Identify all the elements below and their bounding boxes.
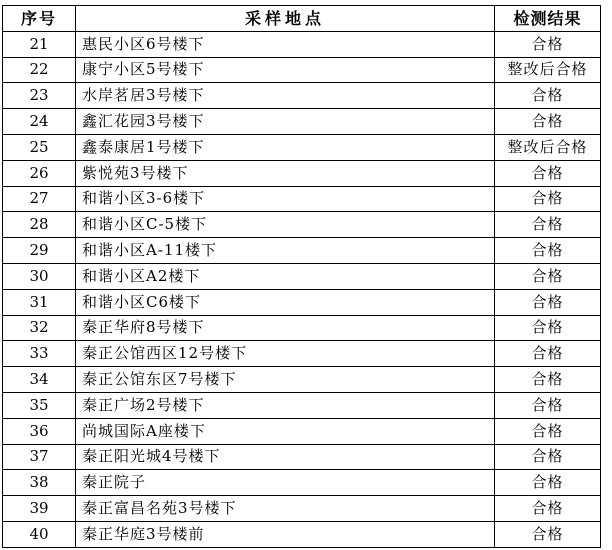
table-row <box>3 521 601 547</box>
sampling-results-table <box>2 5 601 548</box>
cell-sampling-location: 秦正阳光城4号楼下 <box>76 444 495 470</box>
cell-serial-number: 39 <box>3 496 76 522</box>
table-row <box>3 418 601 444</box>
cell-sampling-location: 惠民小区6号楼下 <box>76 31 495 57</box>
cell-sampling-location: 和谐小区A2楼下 <box>76 263 495 289</box>
cell-test-result: 合格 <box>495 212 601 238</box>
cell-sampling-location: 尚城国际A座楼下 <box>76 418 495 444</box>
cell-serial-number: 35 <box>3 392 76 418</box>
cell-serial-number: 36 <box>3 418 76 444</box>
table-row <box>3 289 601 315</box>
cell-serial-number: 40 <box>3 521 76 547</box>
cell-serial-number: 27 <box>3 186 76 212</box>
table-row <box>3 238 601 264</box>
table-row <box>3 31 601 57</box>
table-row <box>3 186 601 212</box>
cell-sampling-location: 和谐小区C6楼下 <box>76 289 495 315</box>
cell-sampling-location: 秦正富昌名苑3号楼下 <box>76 496 495 522</box>
header-test-result: 检测结果 <box>495 6 601 32</box>
cell-test-result: 合格 <box>495 392 601 418</box>
cell-test-result: 合格 <box>495 418 601 444</box>
table-row <box>3 367 601 393</box>
cell-test-result: 合格 <box>495 496 601 522</box>
cell-serial-number: 28 <box>3 212 76 238</box>
cell-test-result: 合格 <box>495 315 601 341</box>
cell-sampling-location: 秦正公馆东区7号楼下 <box>76 367 495 393</box>
cell-sampling-location: 秦正广场2号楼下 <box>76 392 495 418</box>
cell-test-result: 合格 <box>495 444 601 470</box>
cell-serial-number: 21 <box>3 31 76 57</box>
cell-serial-number: 29 <box>3 238 76 264</box>
table-row <box>3 444 601 470</box>
cell-test-result: 合格 <box>495 83 601 109</box>
cell-serial-number: 32 <box>3 315 76 341</box>
table-row <box>3 496 601 522</box>
cell-serial-number: 37 <box>3 444 76 470</box>
cell-test-result: 合格 <box>495 521 601 547</box>
cell-serial-number: 23 <box>3 83 76 109</box>
cell-sampling-location: 秦正公馆西区12号楼下 <box>76 341 495 367</box>
cell-serial-number: 34 <box>3 367 76 393</box>
cell-sampling-location: 和谐小区C-5楼下 <box>76 212 495 238</box>
table-body <box>3 31 601 547</box>
cell-sampling-location: 紫悦苑3号楼下 <box>76 160 495 186</box>
cell-sampling-location: 秦正院子 <box>76 470 495 496</box>
cell-serial-number: 25 <box>3 134 76 160</box>
cell-test-result: 合格 <box>495 238 601 264</box>
cell-test-result: 合格 <box>495 263 601 289</box>
table-row <box>3 109 601 135</box>
cell-test-result: 合格 <box>495 367 601 393</box>
table-header-row <box>3 6 601 32</box>
cell-sampling-location: 鑫泰康居1号楼下 <box>76 134 495 160</box>
cell-test-result: 合格 <box>495 160 601 186</box>
cell-sampling-location: 水岸茗居3号楼下 <box>76 83 495 109</box>
table-row <box>3 315 601 341</box>
cell-sampling-location: 和谐小区3-6楼下 <box>76 186 495 212</box>
table-row <box>3 392 601 418</box>
cell-test-result: 整改后合格 <box>495 57 601 83</box>
header-serial-number: 序号 <box>3 6 76 32</box>
table-row <box>3 263 601 289</box>
cell-test-result: 合格 <box>495 289 601 315</box>
header-sampling-location: 采样地点 <box>76 6 495 32</box>
cell-sampling-location: 和谐小区A-11楼下 <box>76 238 495 264</box>
table-row <box>3 134 601 160</box>
cell-serial-number: 33 <box>3 341 76 367</box>
cell-test-result: 合格 <box>495 186 601 212</box>
cell-sampling-location: 鑫汇花园3号楼下 <box>76 109 495 135</box>
cell-test-result: 合格 <box>495 109 601 135</box>
cell-test-result: 合格 <box>495 31 601 57</box>
cell-serial-number: 24 <box>3 109 76 135</box>
table-row <box>3 341 601 367</box>
cell-serial-number: 30 <box>3 263 76 289</box>
cell-sampling-location: 秦正华府8号楼下 <box>76 315 495 341</box>
table-row <box>3 212 601 238</box>
cell-serial-number: 38 <box>3 470 76 496</box>
cell-test-result: 合格 <box>495 341 601 367</box>
table-row <box>3 160 601 186</box>
cell-sampling-location: 秦正华庭3号楼前 <box>76 521 495 547</box>
cell-serial-number: 31 <box>3 289 76 315</box>
cell-serial-number: 26 <box>3 160 76 186</box>
cell-sampling-location: 康宁小区5号楼下 <box>76 57 495 83</box>
table-row <box>3 83 601 109</box>
cell-test-result: 合格 <box>495 470 601 496</box>
cell-test-result: 整改后合格 <box>495 134 601 160</box>
cell-serial-number: 22 <box>3 57 76 83</box>
table-row <box>3 57 601 83</box>
table-row <box>3 470 601 496</box>
